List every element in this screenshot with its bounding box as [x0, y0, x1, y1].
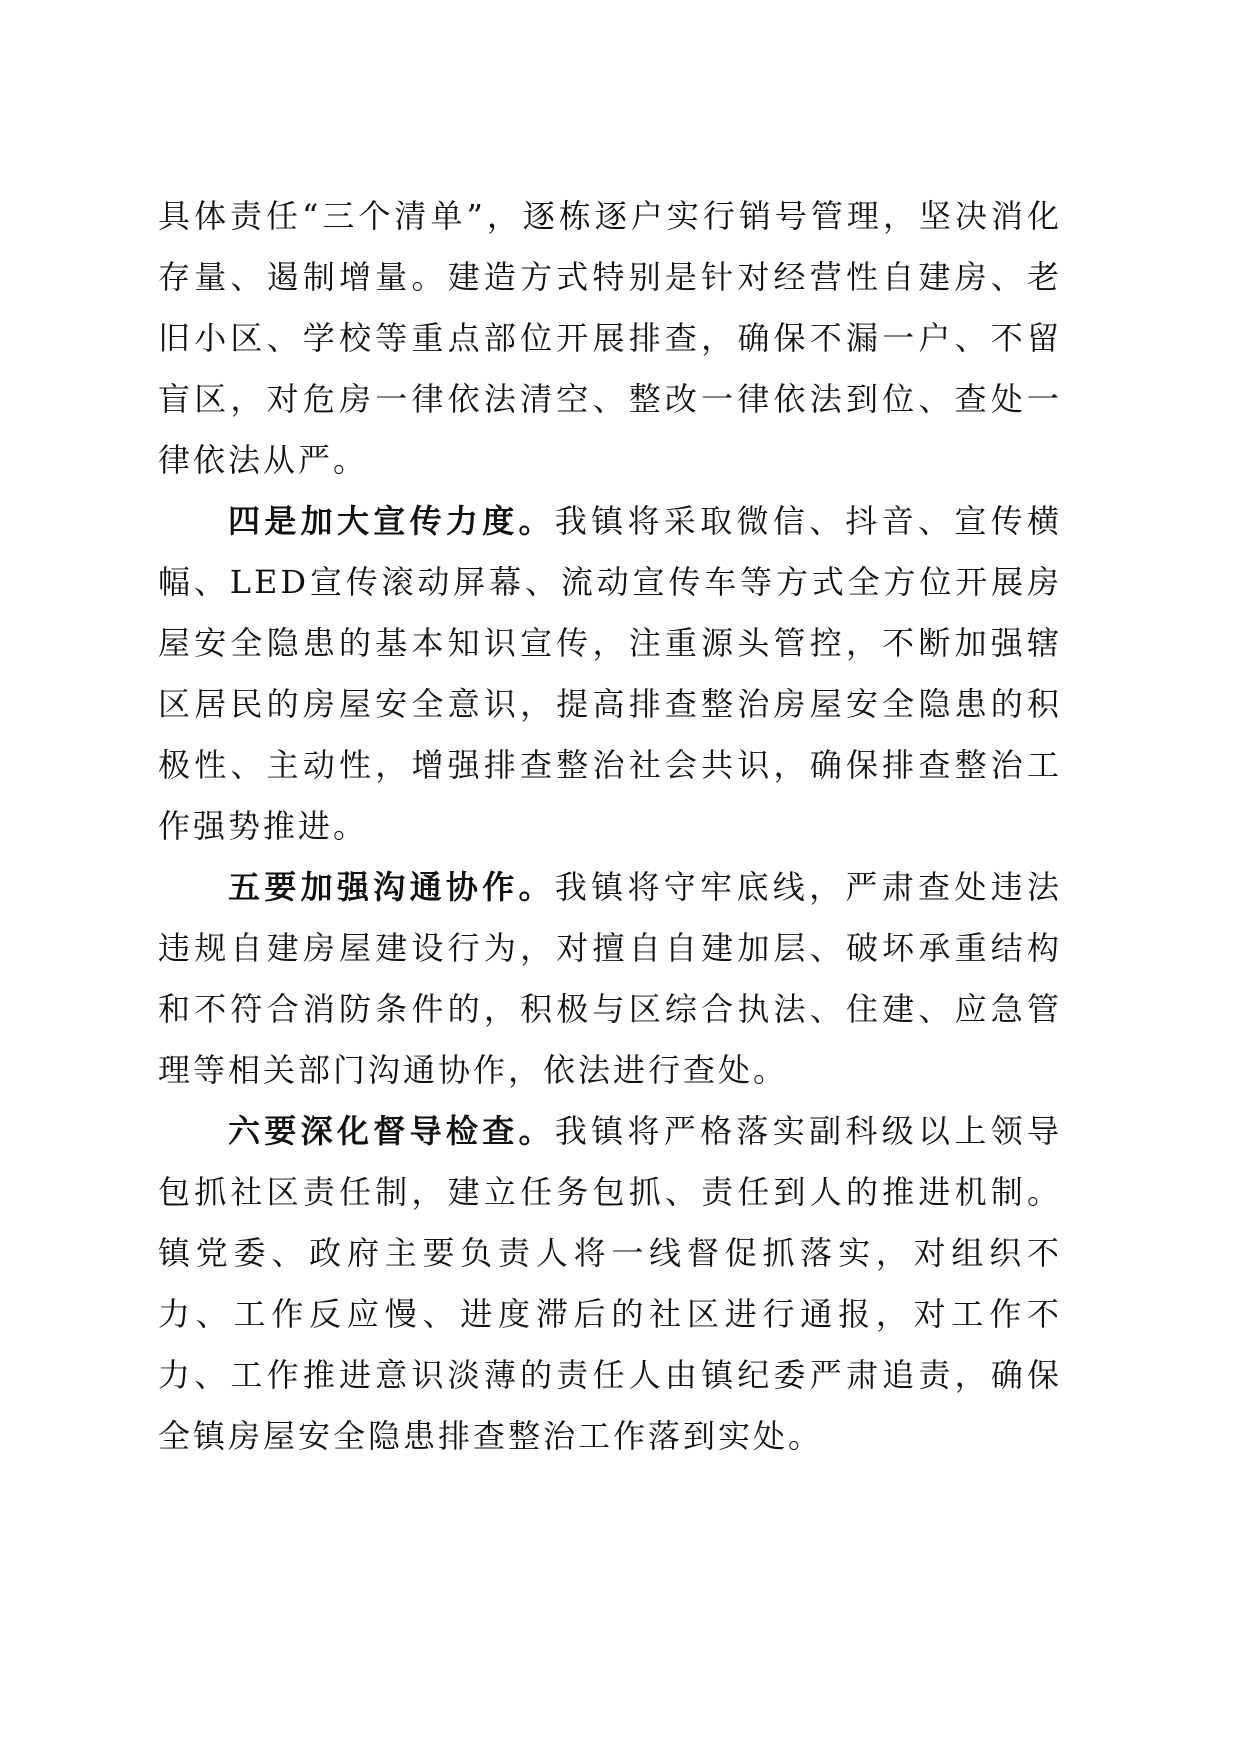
paragraph-heading: 五要加强沟通协作。 [228, 868, 555, 906]
paragraph-heading: 四是加大宣传力度。 [228, 502, 555, 540]
paragraph-continuation [158, 186, 1062, 491]
paragraph-heading: 六要深化督导检查。 [228, 1112, 555, 1150]
document-body [158, 186, 1062, 1467]
paragraph-text: 具体责任“三个清单”，逐栋逐户实行销号管理，坚决消化存量、遏制增量。建造方式特别是针对经营性自建房、老旧小区、学校等重点部位开展排查，确保不漏一户、不留盲区，对危房一律依法清空、整改一律依法到位、查处一律依法从严。 [158, 197, 1062, 479]
paragraph-text: 我镇将采取微信、抖音、宣传横幅、LED宣传滚动屏幕、流动宣传车等方式全方位开展房屋安全隐患的基本知识宣传，注重源头管控，不断加强辖区居民的房屋安全意识，提高排查整治房屋安全隐患的积极性、主动性，增强排查整治社会共识，确保排查整治工作强势推进。 [158, 502, 1062, 845]
paragraph-supervision [158, 1101, 1062, 1467]
paragraph-text: 我镇将严格落实副科级以上领导包抓社区责任制，建立任务包抓、责任到人的推进机制。镇党委、政府主要负责人将一线督促抓落实，对组织不力、工作反应慢、进度滞后的社区进行通报，对工作不力、工作推进意识淡薄的责任人由镇纪委严肃追责，确保全镇房屋安全隐患排查整治工作落到实处。 [158, 1112, 1062, 1455]
paragraph-publicity [158, 491, 1062, 857]
paragraph-text: 我镇将守牢底线，严肃查处违法违规自建房屋建设行为，对擅自自建加层、破坏承重结构和不符合消防条件的，积极与区综合执法、住建、应急管理等相关部门沟通协作，依法进行查处。 [158, 868, 1062, 1089]
paragraph-coordination [158, 857, 1062, 1101]
